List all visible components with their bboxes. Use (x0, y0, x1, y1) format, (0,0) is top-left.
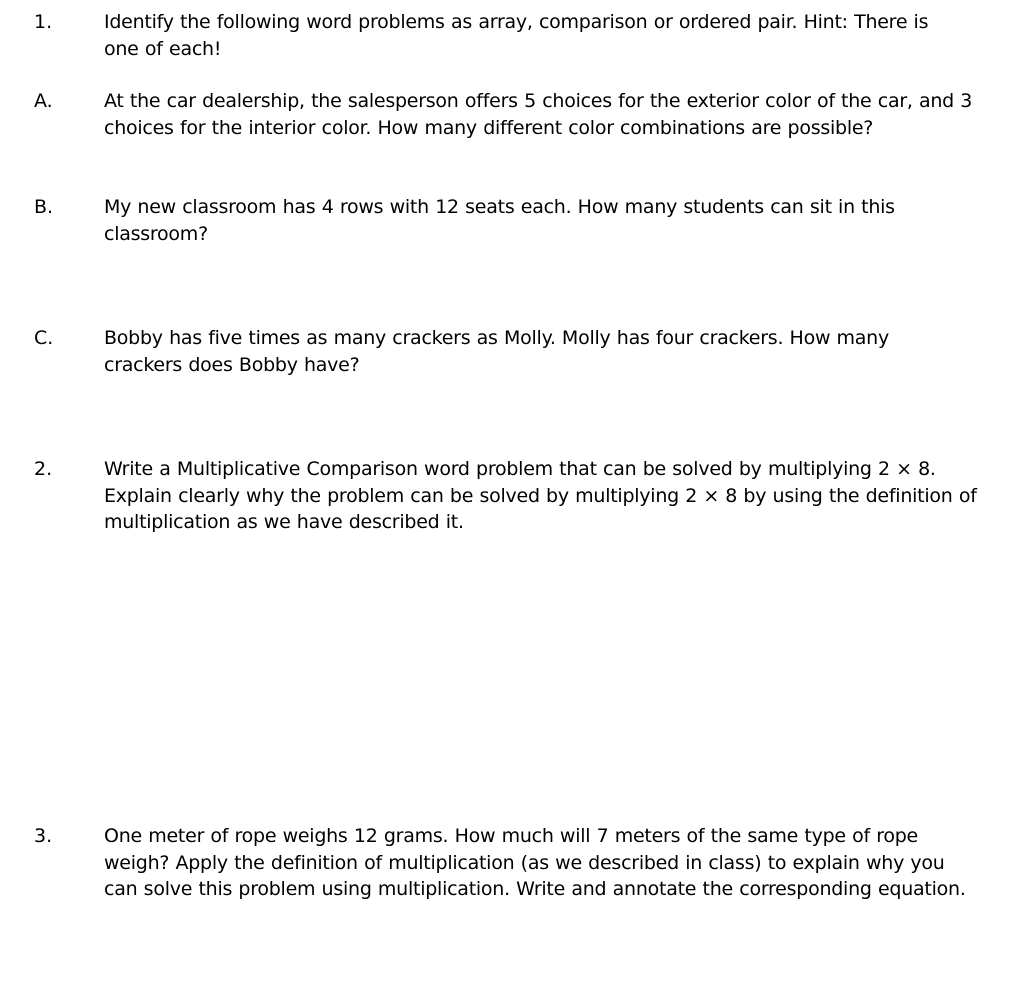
question-number: C. (34, 327, 54, 349)
question-line: At the car dealership, the salesperson offers 5 choices for the exterior color of the car, and 3 (104, 90, 973, 112)
question-line: multiplication as we have described it. (104, 511, 464, 533)
question-text (104, 9, 1009, 62)
question-number: A. (34, 90, 53, 112)
question-number: B. (34, 196, 54, 218)
question-line: Explain clearly why the problem can be solved by multiplying 2 × 8 by using the definition of (104, 484, 977, 507)
question-text (104, 823, 1009, 903)
question-number: 2. (34, 458, 53, 480)
question-text (104, 194, 1009, 247)
question-text (104, 456, 1009, 536)
question-number: 3. (34, 825, 53, 847)
question-line: My new classroom has 4 rows with 12 seats each. How many students can sit in this (104, 196, 895, 218)
question-line: classroom? (104, 222, 208, 245)
question-line: Write a Multiplicative Comparison word problem that can be solved by multiplying 2 × 8. (104, 458, 936, 480)
question-line: One meter of rope weighs 12 grams. How much will 7 meters of the same type of rope (104, 825, 918, 847)
question-line: crackers does Bobby have? (104, 353, 360, 376)
question-line: Bobby has five times as many crackers as Molly. Molly has four crackers. How many (104, 327, 889, 349)
question-line: Identify the following word problems as array, comparison or ordered pair. Hint: There is (104, 11, 929, 33)
question-line: one of each! (104, 37, 222, 60)
question-line: weigh? Apply the definition of multiplication (as we described in class) to explain why you (104, 851, 945, 874)
question-line: choices for the interior color. How many different color combinations are possible? (104, 116, 874, 139)
question-line: can solve this problem using multiplication. Write and annotate the corresponding equation. (104, 878, 966, 900)
question-number: 1. (34, 11, 53, 33)
question-text (104, 88, 1009, 141)
question-text (104, 325, 1009, 378)
